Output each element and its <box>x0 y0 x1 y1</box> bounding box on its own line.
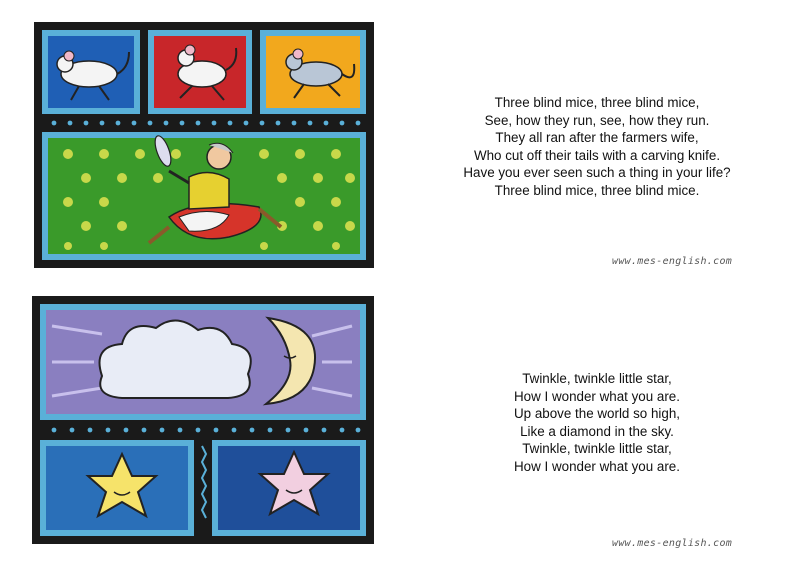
star-panel-right <box>212 440 366 536</box>
poem-line: Up above the world so high, <box>514 406 680 421</box>
poem-line: Twinkle, twinkle little star, <box>522 371 672 386</box>
poem-line: Three blind mice, three blind mice, <box>494 95 700 110</box>
twinkle-star-illustration <box>32 296 374 544</box>
poem-line: How I wonder what you are. <box>514 388 680 404</box>
mouse-panel-red <box>148 30 252 114</box>
night-sky-panel <box>40 304 366 420</box>
star-panel-left <box>40 440 194 536</box>
poem-three-blind-mice <box>432 94 762 199</box>
poem-line: Twinkle, twinkle little star, <box>522 441 672 456</box>
site-credit: www.mes-english.com <box>612 538 733 549</box>
poem-line: How I wonder what you are. <box>514 458 680 474</box>
mouse-panel-yellow <box>260 30 366 114</box>
poem-line: See, how they run, see, how they run. <box>484 112 710 128</box>
mouse-panel-blue <box>42 30 140 114</box>
poem-line: Three blind mice, three blind mice. <box>494 182 700 198</box>
site-credit: www.mes-english.com <box>612 256 733 267</box>
three-blind-mice-illustration <box>34 22 374 268</box>
poem-line: They all ran after the farmers wife, <box>495 130 699 145</box>
poem-twinkle-star <box>432 370 762 475</box>
poem-line: Have you ever seen such a thing in your life? <box>463 165 731 180</box>
poem-line: Like a diamond in the sky. <box>520 423 674 439</box>
grass-panel <box>42 132 366 260</box>
poem-line: Who cut off their tails with a carving knife. <box>473 147 721 163</box>
